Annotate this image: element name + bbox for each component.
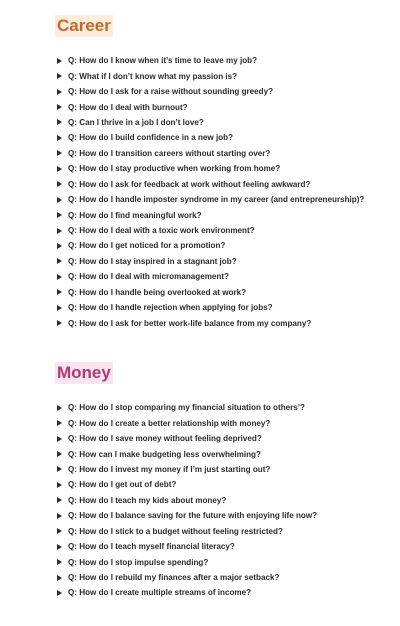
- toggle-item-label: Q: How do I stay productive when working from home?: [68, 164, 281, 174]
- money-toggle-list: [57, 400, 317, 601]
- money-toggle-item[interactable]: [57, 554, 317, 569]
- career-toggle-item[interactable]: [57, 269, 364, 284]
- toggle-item-label: Q: How do I get noticed for a promotion?: [68, 241, 226, 251]
- toggle-item-label: Q: How do I ask for better work-life balance from my company?: [68, 318, 312, 328]
- career-toggle-item[interactable]: [57, 99, 364, 114]
- career-toggle-item[interactable]: [57, 315, 364, 330]
- toggle-item-label: Q: How do I stop comparing my financial situation to others’?: [68, 403, 305, 413]
- triangle-right-icon[interactable]: [57, 258, 68, 264]
- money-toggle-item[interactable]: [57, 570, 317, 585]
- career-toggle-item[interactable]: [57, 223, 364, 238]
- toggle-item-label: Q: How do I save money without feeling deprived?: [68, 434, 262, 444]
- career-toggle-item[interactable]: [57, 130, 364, 145]
- triangle-right-icon[interactable]: [57, 181, 68, 187]
- triangle-right-icon[interactable]: [57, 320, 68, 326]
- money-toggle-item[interactable]: [57, 462, 317, 477]
- toggle-item-label: Q: How do I balance saving for the future with enjoying life now?: [68, 511, 318, 521]
- toggle-item-label: Q: How do I handle being overlooked at work?: [68, 287, 247, 297]
- triangle-right-icon[interactable]: [57, 405, 68, 411]
- money-heading: Money: [57, 363, 111, 382]
- toggle-item-label: Q: Can I thrive in a job I don’t love?: [68, 117, 204, 127]
- triangle-right-icon[interactable]: [57, 135, 68, 141]
- toggle-item-label: Q: How do I stop impulse spending?: [68, 557, 209, 567]
- toggle-item-label: Q: How do I create a better relationship with money?: [68, 418, 271, 428]
- money-toggle-item[interactable]: [57, 508, 317, 523]
- triangle-right-icon[interactable]: [57, 513, 68, 519]
- career-toggle-item[interactable]: [57, 300, 364, 315]
- triangle-right-icon[interactable]: [57, 73, 68, 79]
- triangle-right-icon[interactable]: [57, 89, 68, 95]
- career-toggle-item[interactable]: [57, 285, 364, 300]
- money-toggle-item[interactable]: [57, 585, 317, 600]
- toggle-item-label: Q: How do I deal with burnout?: [68, 102, 188, 112]
- career-toggle-item[interactable]: [57, 254, 364, 269]
- toggle-item-label: Q: How do I invest my money if I’m just starting out?: [68, 464, 271, 474]
- toggle-item-label: Q: How do I ask for feedback at work without feeling awkward?: [68, 179, 311, 189]
- career-toggle-item[interactable]: [57, 84, 364, 99]
- triangle-right-icon[interactable]: [57, 58, 68, 64]
- toggle-item-label: Q: How do I know when it’s time to leave my job?: [68, 56, 258, 66]
- career-toggle-item[interactable]: [57, 207, 364, 222]
- toggle-item-label: Q: How can I make budgeting less overwhelming?: [68, 449, 261, 459]
- toggle-item-label: Q: How do I transition careers without starting over?: [68, 148, 271, 158]
- career-toggle-item[interactable]: [57, 115, 364, 130]
- triangle-right-icon[interactable]: [57, 166, 68, 172]
- money-toggle-item[interactable]: [57, 415, 317, 430]
- triangle-right-icon[interactable]: [57, 497, 68, 503]
- toggle-item-label: Q: How do I handle imposter syndrome in my career (and entrepreneurship)?: [68, 195, 365, 205]
- money-toggle-item[interactable]: [57, 493, 317, 508]
- money-toggle-item[interactable]: [57, 431, 317, 446]
- triangle-right-icon[interactable]: [57, 119, 68, 125]
- triangle-right-icon[interactable]: [57, 559, 68, 565]
- money-toggle-item[interactable]: [57, 539, 317, 554]
- triangle-right-icon[interactable]: [57, 305, 68, 311]
- toggle-item-label: Q: How do I stick to a budget without feeling restricted?: [68, 526, 283, 536]
- money-toggle-item[interactable]: [57, 524, 317, 539]
- triangle-right-icon[interactable]: [57, 243, 68, 249]
- money-toggle-item[interactable]: [57, 477, 317, 492]
- triangle-right-icon[interactable]: [57, 451, 68, 457]
- triangle-right-icon[interactable]: [57, 150, 68, 156]
- career-toggle-item[interactable]: [57, 177, 364, 192]
- money-toggle-item[interactable]: [57, 446, 317, 461]
- career-toggle-item[interactable]: [57, 161, 364, 176]
- career-toggle-item[interactable]: [57, 53, 364, 68]
- toggle-item-label: Q: How do I build confidence in a new job?: [68, 133, 234, 143]
- career-toggle-list: [57, 53, 364, 331]
- toggle-item-label: Q: What if I don’t know what my passion is?: [68, 71, 238, 81]
- toggle-item-label: Q: How do I ask for a raise without sounding greedy?: [68, 87, 274, 97]
- triangle-right-icon[interactable]: [57, 274, 68, 280]
- triangle-right-icon[interactable]: [57, 528, 68, 534]
- toggle-item-label: Q: How do I find meaningful work?: [68, 210, 202, 220]
- triangle-right-icon[interactable]: [57, 482, 68, 488]
- career-toggle-item[interactable]: [57, 192, 364, 207]
- triangle-right-icon[interactable]: [57, 590, 68, 596]
- career-heading: Career: [57, 16, 111, 35]
- triangle-right-icon[interactable]: [57, 104, 68, 110]
- triangle-right-icon[interactable]: [57, 212, 68, 218]
- triangle-right-icon[interactable]: [57, 436, 68, 442]
- triangle-right-icon[interactable]: [57, 289, 68, 295]
- toggle-item-label: Q: How do I teach myself financial literacy?: [68, 542, 235, 552]
- triangle-right-icon[interactable]: [57, 575, 68, 581]
- toggle-item-label: Q: How do I teach my kids about money?: [68, 495, 227, 505]
- toggle-item-label: Q: How do I rebuild my finances after a major setback?: [68, 573, 280, 583]
- triangle-right-icon[interactable]: [57, 228, 68, 234]
- triangle-right-icon[interactable]: [57, 197, 68, 203]
- triangle-right-icon[interactable]: [57, 420, 68, 426]
- triangle-right-icon[interactable]: [57, 466, 68, 472]
- toggle-item-label: Q: How do I handle rejection when applying for jobs?: [68, 303, 273, 313]
- career-toggle-item[interactable]: [57, 68, 364, 83]
- money-toggle-item[interactable]: [57, 400, 317, 415]
- triangle-right-icon[interactable]: [57, 544, 68, 550]
- toggle-item-label: Q: How do I stay inspired in a stagnant job?: [68, 256, 237, 266]
- toggle-item-label: Q: How do I deal with micromanagement?: [68, 272, 229, 282]
- toggle-item-label: Q: How do I get out of debt?: [68, 480, 177, 490]
- toggle-item-label: Q: How do I deal with a toxic work environment?: [68, 226, 255, 236]
- career-toggle-item[interactable]: [57, 146, 364, 161]
- career-toggle-item[interactable]: [57, 238, 364, 253]
- toggle-item-label: Q: How do I create multiple streams of income?: [68, 588, 252, 598]
